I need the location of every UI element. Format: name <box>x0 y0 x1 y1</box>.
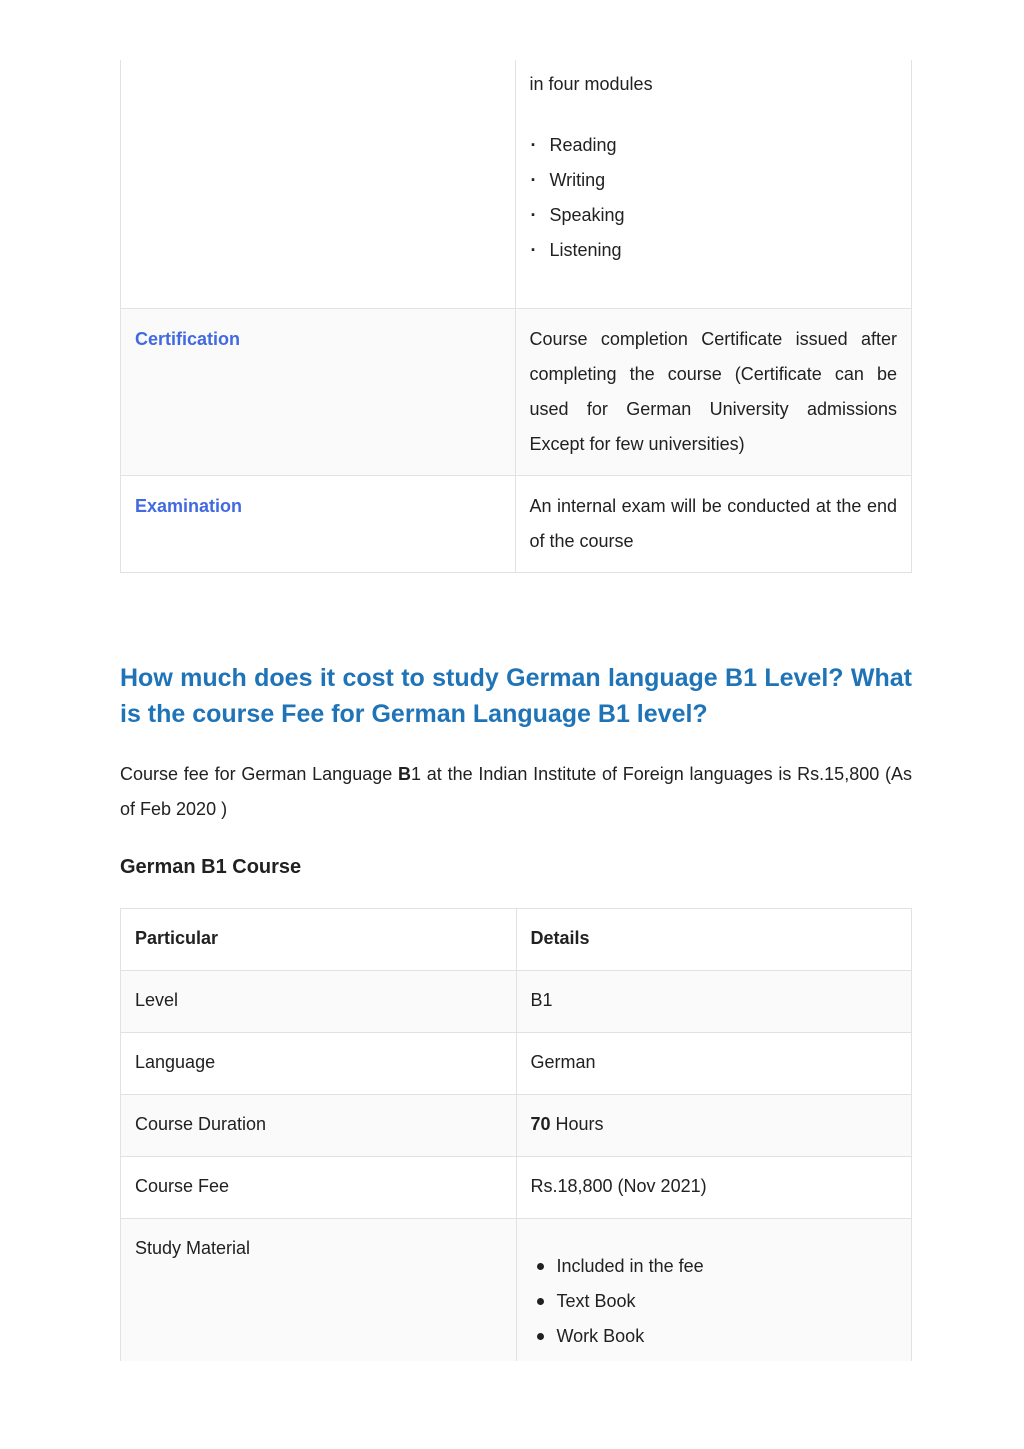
table-row <box>120 60 912 309</box>
cell-details <box>517 1219 912 1361</box>
para-text: 1 at the Indian Institute of Foreign languages is Rs.15,800 (As of Feb 2020 ) <box>120 764 912 819</box>
table-cell <box>121 476 516 572</box>
modules-intro: in four modules <box>529 74 653 94</box>
cell-details: B1 <box>530 990 553 1010</box>
table-row <box>120 1095 912 1157</box>
cell-details: Rs.18,800 (Nov 2021) <box>530 1176 707 1196</box>
cell-particular: Language <box>121 1033 517 1094</box>
table-header-row <box>120 909 912 971</box>
table-row <box>120 309 912 476</box>
list-item: · Listening <box>530 233 898 268</box>
table-row <box>120 1157 912 1219</box>
para-bold: B <box>398 764 412 784</box>
study-material-list <box>531 1231 898 1354</box>
table-row <box>120 1219 912 1361</box>
cell-particular: Course Duration <box>121 1095 517 1156</box>
list-item: Text Book <box>531 1284 898 1319</box>
list-item: Included in the fee <box>531 1249 898 1284</box>
table-cell <box>516 60 912 308</box>
course-subheading: German B1 Course <box>120 856 302 878</box>
cell-particular: Study Material <box>121 1219 517 1361</box>
cell-particular: Level <box>121 971 517 1032</box>
list-item: Work Book <box>531 1319 898 1354</box>
examination-text: An internal exam will be conducted at the end of the course <box>529 496 897 551</box>
table-cell <box>516 309 912 475</box>
table-cell-empty <box>121 60 516 308</box>
cell-particular: Course Fee <box>121 1157 517 1218</box>
modules-list <box>530 128 898 268</box>
table-row <box>120 971 912 1033</box>
cell-details <box>517 1095 912 1156</box>
duration-unit: Hours <box>550 1114 604 1134</box>
table-row <box>120 476 912 573</box>
table-cell <box>516 476 912 572</box>
examination-label: Examination <box>135 496 243 516</box>
section-heading: How much does it cost to study German language B1 Level? What is the course Fee for German Language B1 level? <box>120 664 912 728</box>
para-text: Course fee for German Language <box>120 764 399 784</box>
duration-value: 70 <box>530 1114 551 1134</box>
list-item: · Speaking <box>530 198 898 233</box>
course-fee-paragraph <box>120 757 912 827</box>
list-item: · Reading <box>530 128 898 163</box>
course-info-table <box>120 60 912 573</box>
certification-text: Course completion Certificate issued after completing the course (Certificate can be used for German University admissions Except for few universities) <box>529 329 897 454</box>
course-details-table <box>120 908 912 1361</box>
header-details: Details <box>530 928 590 948</box>
table-cell <box>121 309 516 475</box>
certification-label: Certification <box>135 329 241 349</box>
list-item: · Writing <box>530 163 898 198</box>
cell-details: German <box>530 1052 596 1072</box>
table-row <box>120 1033 912 1095</box>
header-particular: Particular <box>121 909 517 970</box>
